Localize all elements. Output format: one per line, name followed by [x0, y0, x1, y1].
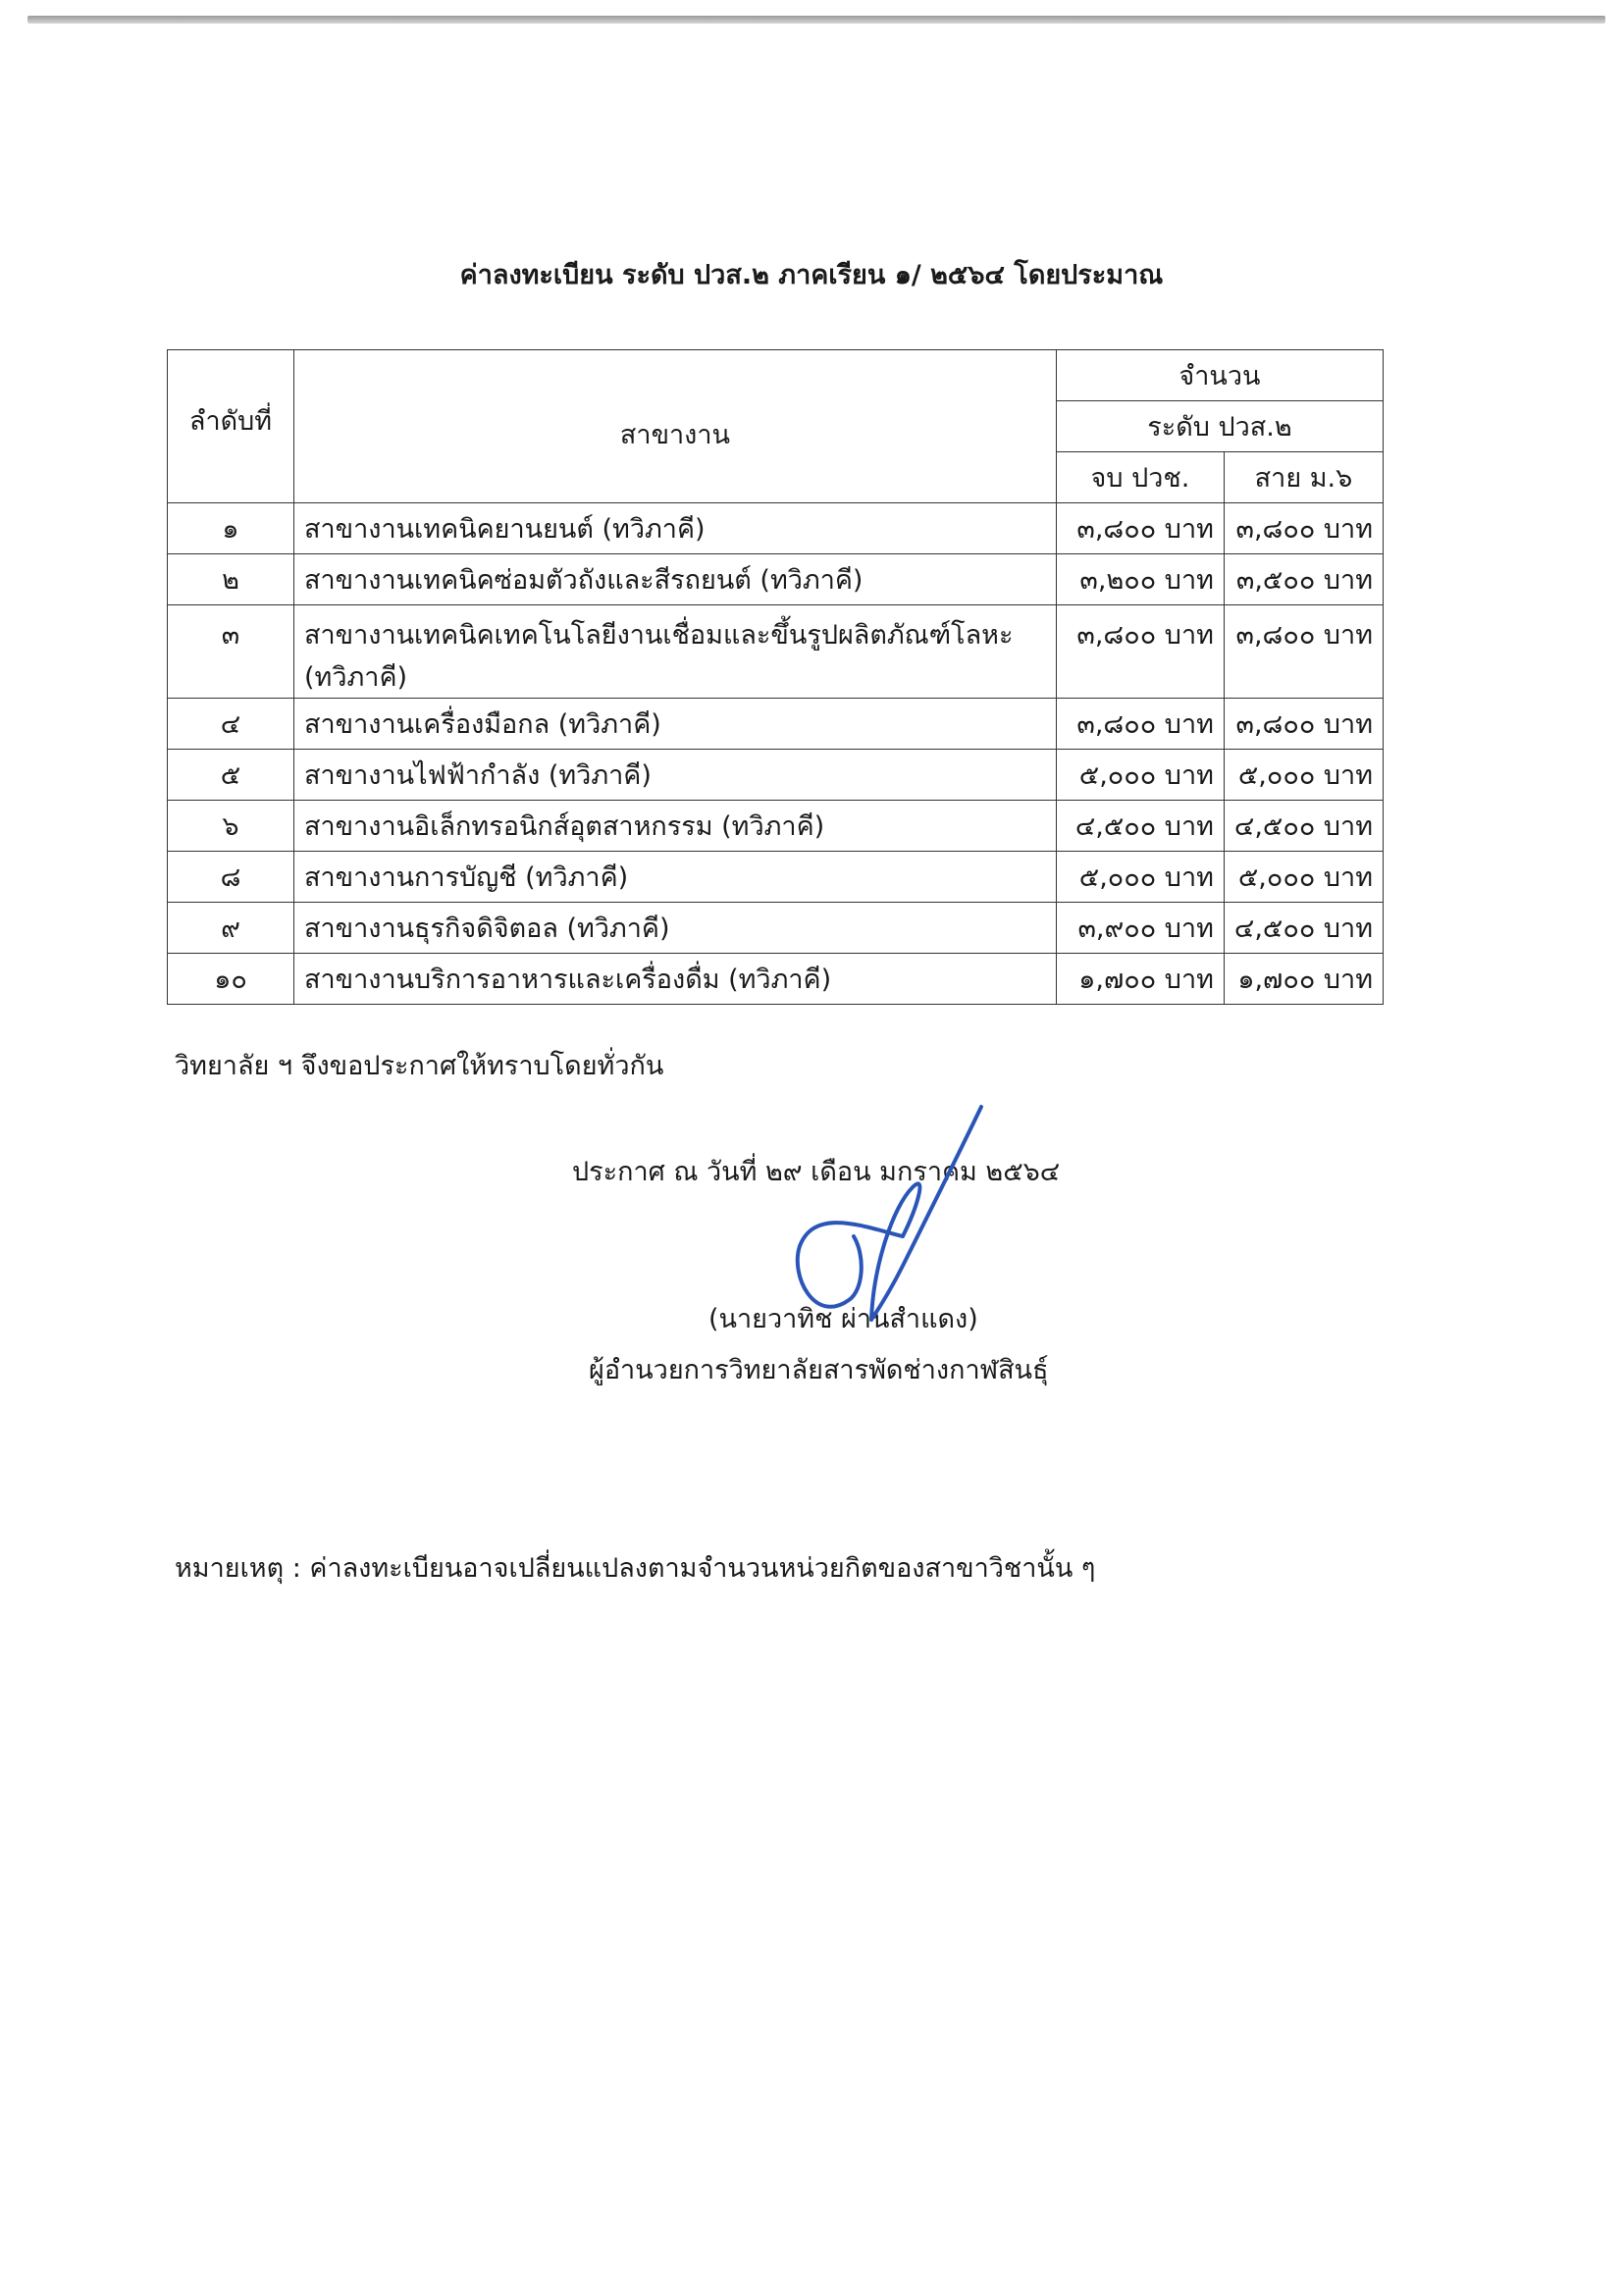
field-name: สาขางานการบัญชี (ทวิภาคี)	[294, 852, 1057, 903]
field-name: สาขางานเครื่องมือกล (ทวิภาคี)	[294, 699, 1057, 750]
fee-vocational: ๕,๐๐๐ บาท	[1056, 852, 1224, 903]
field-name: สาขางานธุรกิจดิจิตอล (ทวิภาคี)	[294, 903, 1057, 954]
fee-vocational: ๓,๒๐๐ บาท	[1056, 554, 1224, 605]
fee-highschool: ๕,๐๐๐ บาท	[1224, 750, 1383, 801]
row-number: ๑๐	[168, 954, 294, 1005]
header-amount: จำนวน	[1056, 350, 1383, 401]
header-no: ลำดับที่	[168, 350, 294, 503]
fee-highschool: ๓,๘๐๐ บาท	[1224, 605, 1383, 699]
table-row	[168, 699, 1384, 750]
table-row	[168, 750, 1384, 801]
remark-note: หมายเหตุ : ค่าลงทะเบียนอาจเปลี่ยนแปลงตามจำนวนหน่วยกิตของสาขาวิชานั้น ๆ	[175, 1553, 1096, 1584]
field-name: สาขางานเทคนิคยานยนต์ (ทวิภาคี)	[294, 503, 1057, 554]
announcement: วิทยาลัย ฯ จึงขอประกาศให้ทราบโดยทั่วกัน	[175, 1051, 664, 1081]
row-number: ๑	[168, 503, 294, 554]
fee-vocational: ๓,๙๐๐ บาท	[1056, 903, 1224, 954]
fee-vocational: ๓,๘๐๐ บาท	[1056, 503, 1224, 554]
field-name: สาขางานบริการอาหารและเครื่องดื่ม (ทวิภาคี)	[294, 954, 1057, 1005]
row-number: ๖	[168, 801, 294, 852]
signature	[756, 1099, 1011, 1344]
fee-table	[167, 349, 1384, 1005]
signer-title: ผู้อำนวยการวิทยาลัยสารพัดช่างกาฬสินธุ์	[589, 1355, 1049, 1385]
date-line: ประกาศ ณ วันที่ ๒๙ เดือน มกราคม ๒๕๖๔	[572, 1157, 1061, 1187]
field-name: สาขางานเทคนิคซ่อมตัวถังและสีรถยนต์ (ทวิภาคี)	[294, 554, 1057, 605]
fee-vocational: ๑,๗๐๐ บาท	[1056, 954, 1224, 1005]
fee-highschool: ๕,๐๐๐ บาท	[1224, 852, 1383, 903]
header-row-1	[168, 350, 1384, 401]
document-title: ค่าลงทะเบียน ระดับ ปวส.๒ ภาคเรียน ๑/ ๒๕๖๔ โดยประมาณ	[459, 260, 1164, 290]
table-row	[168, 954, 1384, 1005]
row-number: ๙	[168, 903, 294, 954]
fee-highschool: ๑,๗๐๐ บาท	[1224, 954, 1383, 1005]
fee-vocational: ๕,๐๐๐ บาท	[1056, 750, 1224, 801]
fee-highschool: ๔,๕๐๐ บาท	[1224, 903, 1383, 954]
row-number: ๔	[168, 699, 294, 750]
header-col-a: จบ ปวช.	[1056, 452, 1224, 503]
row-number: ๒	[168, 554, 294, 605]
header-field: สาขางาน	[294, 350, 1057, 503]
scan-edge	[27, 16, 1605, 24]
table-row	[168, 852, 1384, 903]
table-row	[168, 903, 1384, 954]
fee-highschool: ๓,๕๐๐ บาท	[1224, 554, 1383, 605]
field-name: สาขางานไฟฟ้ากำลัง (ทวิภาคี)	[294, 750, 1057, 801]
table-row	[168, 801, 1384, 852]
table-row	[168, 503, 1384, 554]
fee-highschool: ๔,๕๐๐ บาท	[1224, 801, 1383, 852]
header-col-b: สาย ม.๖	[1224, 452, 1383, 503]
signer-name: (นายวาทิช ผ่านสำแดง)	[708, 1304, 978, 1334]
fee-vocational: ๔,๕๐๐ บาท	[1056, 801, 1224, 852]
field-name: สาขางานอิเล็กทรอนิกส์อุตสาหกรรม (ทวิภาคี)	[294, 801, 1057, 852]
table-row	[168, 554, 1384, 605]
fee-vocational: ๓,๘๐๐ บาท	[1056, 605, 1224, 699]
row-number: ๓	[168, 605, 294, 699]
table-row	[168, 605, 1384, 699]
fee-vocational: ๓,๘๐๐ บาท	[1056, 699, 1224, 750]
header-level: ระดับ ปวส.๒	[1056, 401, 1383, 452]
row-number: ๘	[168, 852, 294, 903]
fee-highschool: ๓,๘๐๐ บาท	[1224, 699, 1383, 750]
field-name: สาขางานเทคนิคเทคโนโลยีงานเชื่อมและขึ้นรูปผลิตภัณฑ์โลหะ (ทวิภาคี)	[294, 605, 1057, 699]
fee-highschool: ๓,๘๐๐ บาท	[1224, 503, 1383, 554]
row-number: ๕	[168, 750, 294, 801]
